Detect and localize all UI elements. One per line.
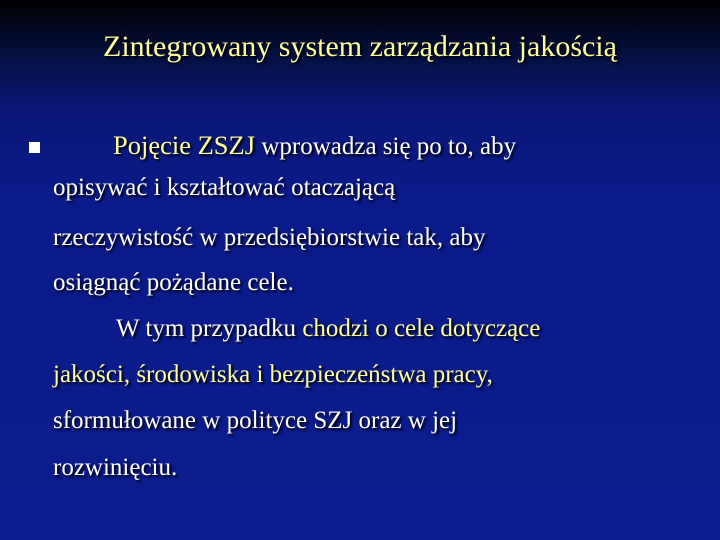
body-line-5 [116,312,540,346]
text-segment: rzeczywistość w przedsiębiorstwie tak, aby [53,224,486,251]
highlighted-phrase: chodzi o cele dotyczące [302,315,541,342]
square-bullet-icon [29,142,40,153]
highlighted-term: Pojęcie ZSZJ [113,130,256,160]
text-segment: W tym przypadku [116,315,303,342]
body-line-2 [53,171,395,205]
body-line-4 [53,266,294,300]
text-segment: opisywać i kształtować otaczającą [53,174,396,201]
body-line-6 [53,358,493,392]
body-line-8 [53,451,177,485]
body-line-7 [53,404,457,438]
text-segment: osiągnąć pożądane cele. [53,269,294,296]
body-line-3 [53,221,485,255]
text-segment: wprowadza się po to, aby [255,133,517,160]
text-segment: rozwinięciu. [53,454,178,481]
body-line-1 [113,128,516,164]
text-segment: sformułowane w polityce SZJ oraz w jej [53,407,458,434]
slide-title: Zintegrowany system zarządzania jakością [103,30,617,63]
highlighted-phrase: jakości, środowiska i bezpieczeństwa pracy, [53,361,493,388]
